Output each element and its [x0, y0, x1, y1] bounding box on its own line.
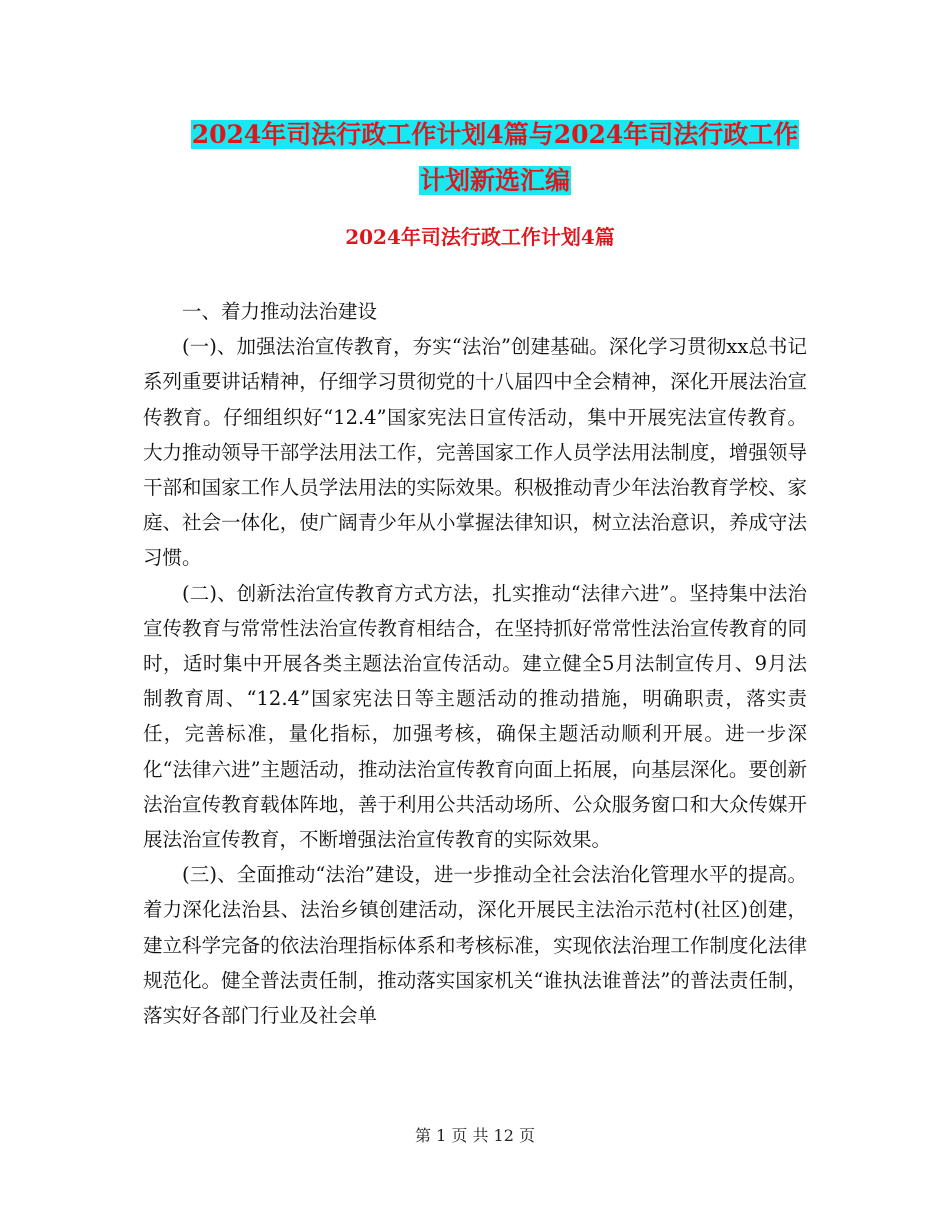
page-footer: 第 1 页 共 12 页 [415, 1126, 535, 1145]
document-title [140, 112, 850, 204]
heading-1: 一、着力推动法治建设 [182, 300, 378, 323]
paragraph-1: (一)、加强法治宣传教育，夯实“法治”创建基础。深化学习贯彻xx总书记系列重要讲话精神，仔细学习贯彻党的十八届四中全会精神，深化开展法治宣传教育。仔细组织好“12.4”国家宪法日宣传活动，集中开展宪法宣传教育。大力推动领导干部学法用法工作，完善国家工作人员学法用法制度，增强领导干部和国家工作人员学法用法的实际效果。积极推动青少年法治教育学校、家庭、社会一体化，使广阔青少年从小掌握法律知识，树立法治意识，养成守法习惯。 [143, 335, 807, 570]
title-line-2: 计划新选汇编 [419, 166, 570, 195]
paragraph-3: (三)、全面推动“法治”建设，进一步推动全社会法治化管理水平的提高。着力深化法治县、法治乡镇创建活动，深化开展民主法治示范村(社区)创建，建立科学完备的依法治理指标体系和考核标准，实现依法治理工作制度化法律规范化。健全普法责任制，推动落实国家机关“谁执法谁普法”的普法责任制，落实好各部门行业及社会单 [143, 863, 807, 1028]
title-line-1: 2024年司法行政工作计划4篇与2024年司法行政工作 [191, 120, 799, 149]
section-title: 2024年司法行政工作计划4篇 [345, 225, 615, 249]
paragraph-2: (二)、创新法治宣传教育方式方法，扎实推动“法律六进”。坚持集中法治宣传教育与常常性法治宣传教育相结合，在坚持抓好常常性法治宣传教育的同时，适时集中开展各类主题法治宣传活动。建立健全5月法制宣传月、9月法制教育周、“12.4”国家宪法日等主题活动的推动措施，明确职责，落实责任，完善标准，量化指标，加强考核，确保主题活动顺利开展。进一步深化“法律六进”主题活动，推动法治宣传教育向面上拓展，向基层深化。要创新法治宣传教育载体阵地，善于利用公共活动场所、公众服务窗口和大众传媒开展法治宣传教育，不断增强法治宣传教育的实际效果。 [143, 581, 807, 852]
document-body [143, 294, 807, 1033]
